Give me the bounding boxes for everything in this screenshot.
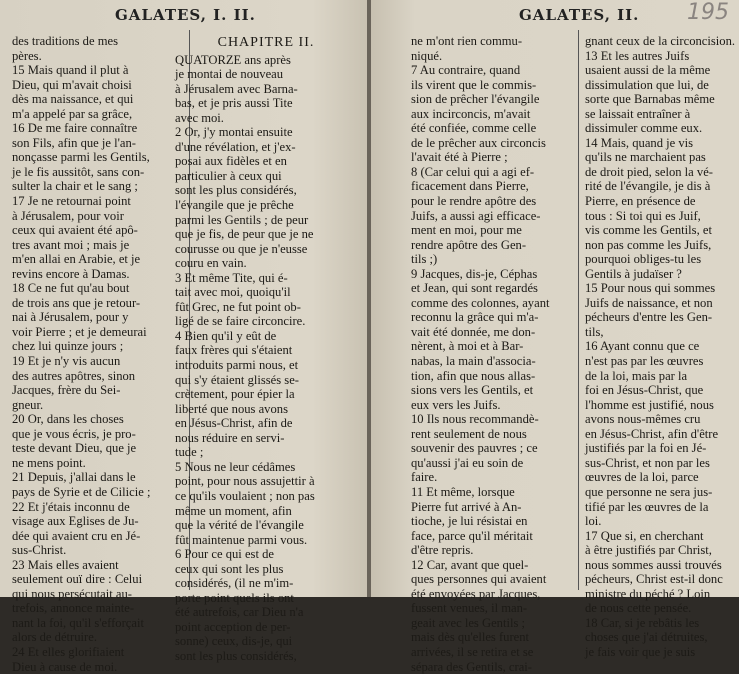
left-page-column-1 [12, 34, 182, 674]
text-line: nabas, la main d'associa- [411, 354, 536, 369]
text-line: nous réduire en servi- [175, 430, 285, 445]
text-line: revins encore à Damas. [12, 266, 130, 281]
text-line: QUATORZE ans après [175, 52, 291, 67]
text-line: tion, afin que nous allas- [411, 368, 536, 383]
text-line: 11 Et même, lorsque [411, 484, 515, 499]
text-line: 10 Ils nous recommandè- [411, 412, 539, 427]
text-line: ques personnes qui avaient [411, 572, 547, 587]
text-line: posai aux fidèles et en [175, 154, 287, 169]
text-line: 6 Pour ce qui est de [175, 547, 274, 562]
text-line: Jacques, frère du Sei- [12, 383, 121, 398]
text-line: 18 Ce ne fut qu'au bout [12, 281, 130, 296]
text-line: pourquoi obliges-tu les [585, 252, 702, 267]
text-line: Juifs, a aussi agi efficace- [411, 208, 541, 223]
text-line: ficacement dans Pierre, [411, 179, 529, 194]
text-line: trefois, annonce mainte- [12, 601, 135, 616]
text-line: sorte que Barnabas même [585, 92, 715, 107]
text-line: tude ; [175, 445, 204, 460]
text-line: tait avec moi, quoiqu'il [175, 285, 291, 300]
text-line: tils, [585, 324, 604, 339]
left-page-column-2 [175, 36, 357, 664]
text-line: m'a appelé par sa grâce, [12, 106, 133, 121]
text-line: 13 Et les autres Juifs [585, 48, 690, 63]
text-line: son Fils, afin que je l'an- [12, 135, 136, 150]
text-line: rendre apôtre des Gen- [411, 237, 527, 252]
text-line: nai à Jérusalem, pour y [12, 310, 129, 325]
text-line: comme des colonnes, ayant [411, 295, 550, 310]
text-line: ment en moi, pour me [411, 223, 522, 238]
text-line: sonne) ceux, dis-je, qui [175, 634, 293, 649]
text-line: sus-Christ. [12, 543, 67, 558]
text-line: porte point quels ils ont [175, 590, 294, 605]
right-page [371, 0, 739, 674]
text-line: sions vers les Gentils, et [411, 383, 534, 398]
text-line: 24 Et elles glorifiaient [12, 644, 125, 659]
text-line: introduits parmi nous, et [175, 358, 299, 373]
text-line: 22 Et j'étais inconnu de [12, 499, 130, 514]
text-line: visage aux Eglises de Ju- [12, 514, 139, 529]
text-line: rité de l'évangile, je dis à [585, 179, 711, 194]
text-line: dissimulation que lui, de [585, 77, 709, 92]
text-line: 17 Que si, en cherchant [585, 528, 704, 543]
text-line: face, parce qu'il méritait [411, 528, 533, 543]
text-line: 20 Or, dans les choses [12, 412, 124, 427]
text-line: sont les plus considérés, [175, 183, 297, 198]
text-line: et Jean, qui sont regardés [411, 281, 538, 296]
pencil-page-mark: 195 [687, 0, 729, 25]
text-line: particulier à ceux qui [175, 168, 282, 183]
text-line: ceux qui sont les plus [175, 561, 284, 576]
text-line: en Jésus-Christ, afin d'être [585, 426, 719, 441]
text-line: 12 Car, avant que quel- [411, 557, 529, 572]
text-line: ministre du péché ? Loin [585, 586, 711, 601]
text-line: 4 Bien qu'il y eût de [175, 328, 277, 343]
text-line: de nous cette pensée. [585, 601, 692, 616]
text-line: non pas comme les Juifs, [585, 237, 712, 252]
text-line: qui s'y étaient glissés se- [175, 372, 299, 387]
text-line: Pierre fut arrivé à An- [411, 499, 522, 514]
chapter-title: CHAPITRE II. [217, 35, 315, 50]
text-line: loi. [585, 514, 602, 529]
text-line: qu'ils ne marchaient pas [585, 150, 706, 165]
text-line: des autres apôtres, sinon [12, 368, 136, 383]
text-line: point acception de per- [175, 619, 291, 634]
text-line: vis comme les Gentils, et [585, 223, 712, 238]
text-line: avons nous-mêmes cru [585, 412, 701, 427]
text-line: dissimuler comme eux. [585, 121, 703, 136]
text-line: 9 Jacques, dis-je, Céphas [411, 266, 538, 281]
text-line: été envoyées par Jacques, [411, 586, 541, 601]
text-line: eux vers les Juifs. [411, 397, 501, 412]
text-line: que la vérité de l'évangile [175, 518, 304, 533]
text-line: l'évangile que je prêche [175, 198, 294, 213]
text-line: pour le rendre apôtre des [411, 194, 537, 209]
text-line: reconnu la grâce qui m'a- [411, 310, 539, 325]
text-line: nonçasse parmi les Gentils, [12, 150, 150, 165]
text-line: 8 (Car celui qui a agi ef- [411, 164, 535, 179]
text-line: en Jésus-Christ, afin de [175, 416, 293, 431]
text-line: gneur. [12, 397, 44, 412]
text-line: d'être repris. [411, 543, 474, 558]
text-line: 15 Mais quand il plut à [12, 63, 129, 78]
left-page-column-2-text [175, 53, 357, 664]
text-line: foi en Jésus-Christ, que [585, 383, 704, 398]
text-line: 2 Or, j'y montai ensuite [175, 125, 293, 140]
text-line: été confiée, comme celle [411, 121, 537, 136]
text-line: sulter la chair et le sang ; [12, 179, 138, 194]
text-line: sont les plus considérés, [175, 648, 297, 663]
text-line: gnant ceux de la circoncision. [585, 34, 736, 48]
text-line: à Jérusalem, pour voir [12, 208, 124, 223]
text-line: crètement, pour épier la [175, 387, 295, 402]
text-line: arrivées, il se retira et se [411, 644, 534, 659]
text-line: 14 Mais, quand je vis [585, 135, 694, 150]
text-line: d'une révélation, et j'ex- [175, 139, 296, 154]
text-line: sus-Christ, et non par les [585, 455, 710, 470]
text-line: ne mens point. [12, 455, 86, 470]
text-line: courusse ou que je n'eusse [175, 241, 308, 256]
text-line: sion de prêcher l'évangile [411, 92, 540, 107]
text-line: alors de détruire. [12, 630, 97, 645]
text-line: fût maintenue parmi vous. [175, 532, 308, 547]
text-line: 3 Et même Tite, qui é- [175, 270, 288, 285]
text-line: de droit pied, selon la vé- [585, 164, 713, 179]
text-line: pères. [12, 48, 42, 63]
text-line: pays de Syrie et de Cilicie ; [12, 484, 151, 499]
text-line: se laissait entraîner à [585, 106, 691, 121]
text-line: choses que j'ai détruites, [585, 630, 708, 645]
text-line: parmi les Gentils ; de peur [175, 212, 309, 227]
text-line: œuvres de la loi, parce [585, 470, 699, 485]
text-line: chez lui quinze jours ; [12, 339, 124, 354]
text-line: fût Grec, ne fut point ob- [175, 299, 301, 314]
text-line: point, pour nous assujettir à [175, 474, 315, 489]
text-line: de la loi, mais par la [585, 368, 688, 383]
text-line: de le prêcher aux circoncis [411, 135, 546, 150]
text-line: que je vous écris, je pro- [12, 426, 136, 441]
text-line: 7 Au contraire, quand [411, 63, 521, 78]
text-line: vait été donnée, me don- [411, 324, 536, 339]
text-line: ils virent que le commis- [411, 77, 537, 92]
text-line: geait avec les Gentils ; [411, 615, 526, 630]
text-line: je fais voir que je suis [585, 644, 696, 659]
text-line: dès ma naissance, et qui [12, 92, 134, 107]
text-line: sépara des Gentils, crai- [411, 659, 532, 674]
text-line: que je fis, de peur que je ne [175, 227, 314, 242]
text-line: tifié par les œuvres de la [585, 499, 709, 514]
text-line: seulement ouï dire : Celui [12, 572, 143, 587]
text-line: 5 Nous ne leur cédâmes [175, 459, 296, 474]
text-line: 16 Ayant connu que ce [585, 339, 700, 354]
text-line: 23 Mais elles avaient [12, 557, 119, 572]
right-running-header: GALATES, II. [519, 6, 640, 24]
text-line: faire. [411, 470, 438, 485]
column-rule [578, 30, 579, 590]
left-running-header: GALATES, I. II. [115, 6, 256, 24]
text-line: que personne ne sera jus- [585, 484, 713, 499]
text-line: mais dès qu'elles furent [411, 630, 530, 645]
text-line: 21 Depuis, j'allai dans le [12, 470, 136, 485]
text-line: Juifs de naissance, et non [585, 295, 713, 310]
text-line: ligé de se faire circoncire. [175, 314, 306, 329]
text-line: je montai de nouveau [175, 67, 284, 82]
text-line: des traditions de mes [12, 34, 118, 48]
text-line: 15 Pour nous qui sommes [585, 281, 716, 296]
text-line: ce qu'ils voulaient ; non pas [175, 488, 315, 503]
text-line: n'est pas par les œuvres [585, 354, 704, 369]
text-line: considérés, (il ne m'im- [175, 576, 294, 591]
right-page-column-2 [585, 34, 736, 660]
text-line: justifiés par la foi en Jé- [585, 441, 707, 456]
text-line: pécheurs d'entre les Gen- [585, 310, 713, 325]
text-line: l'homme est justifié, nous [585, 397, 714, 412]
text-line: nèrent, à moi et à Bar- [411, 339, 524, 354]
text-line: niqué. [411, 48, 443, 63]
text-line: dée qui avaient cru en Jé- [12, 528, 141, 543]
text-line: fussent venues, il man- [411, 601, 528, 616]
text-line: qui nous persécutait au- [12, 586, 132, 601]
text-line: rent seulement de nous [411, 426, 527, 441]
text-line: été autrefois, car Dieu n'a [175, 605, 304, 620]
text-line: bas, et je pris aussi Tite [175, 96, 293, 111]
text-line: aux incirconcis, m'avait [411, 106, 531, 121]
text-line: m'en allai en Arabie, et je [12, 252, 141, 267]
text-line: avec moi. [175, 110, 224, 125]
right-page-column-1 [411, 34, 571, 674]
text-line: à Jérusalem avec Barna- [175, 81, 298, 96]
text-line: Dieu à cause de moi. [12, 659, 118, 674]
text-line: Pierre, en présence de [585, 194, 696, 209]
text-line: nant la foi, qu'il s'efforçait [12, 615, 144, 630]
text-line: 18 Car, si je rebâtis les [585, 615, 700, 630]
text-line: usaient aussi de la même [585, 63, 711, 78]
text-line: voir Pierre ; et je demeurai [12, 324, 147, 339]
text-line: liberté que nous avons [175, 401, 288, 416]
text-line: tioche, je lui résistai en [411, 514, 528, 529]
text-line: faux frères qui s'étaient [175, 343, 293, 358]
text-line: Dieu, qui m'avait choisi [12, 77, 132, 92]
text-line: 17 Je ne retournai point [12, 194, 131, 209]
text-line: qu'aussi j'ai eu soin de [411, 455, 524, 470]
text-line: souvenir des pauvres ; ce [411, 441, 538, 456]
text-line: couru en vain. [175, 256, 247, 271]
text-line: même un moment, afin [175, 503, 292, 518]
text-line: ne m'ont rien commu- [411, 34, 523, 48]
text-line: à être justifiés par Christ, [585, 543, 712, 558]
text-line: ceux qui avaient été apô- [12, 223, 138, 238]
text-line: 16 De me faire connaître [12, 121, 138, 136]
text-line: l'avait été à Pierre ; [411, 150, 508, 165]
text-line: teste devant Dieu, que je [12, 441, 137, 456]
left-page [0, 0, 367, 674]
text-line: je le fis aussitôt, sans con- [12, 164, 145, 179]
text-line: tres avant moi ; mais je [12, 237, 130, 252]
text-line: tils ;) [411, 252, 438, 267]
text-line: tous : Si toi qui es Juif, [585, 208, 701, 223]
text-line: Gentils à judaïser ? [585, 266, 682, 281]
text-line: de trois ans que je retour- [12, 295, 141, 310]
text-line: 19 Et je n'y vis aucun [12, 354, 121, 369]
text-line: pécheurs, Christ est-il donc [585, 572, 723, 587]
text-line: nous sommes aussi trouvés [585, 557, 722, 572]
